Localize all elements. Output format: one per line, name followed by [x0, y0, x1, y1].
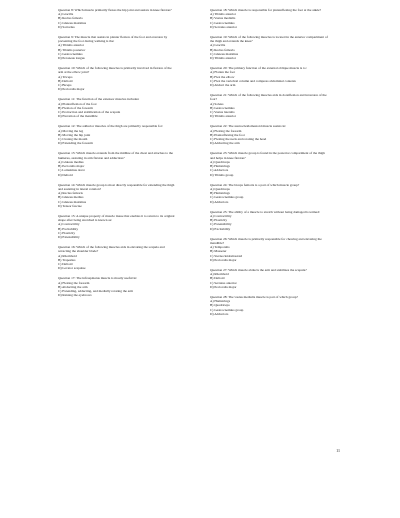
question-stem: Question 13: Which muscle extends from the midline of the chest and attaches to the humerus, assisting in arm flexion and adduction? — [58, 151, 173, 160]
right-column — [210, 8, 328, 322]
answer-option: B) Pectoralis major — [58, 164, 85, 169]
question-stem: Question 27: Which muscle abducts the arm and stabilizes the scapula? — [210, 267, 307, 272]
answer-option: B) Elasticity — [210, 218, 228, 223]
answer-option: C) Vastus lateralis — [210, 110, 235, 115]
answer-option: B) Gluteus medius — [58, 195, 84, 200]
answer-option: B) Excitability — [58, 226, 79, 231]
answer-option: A) Quadriceps — [210, 186, 230, 191]
answer-option: A) Rectus femoris — [58, 191, 83, 196]
answer-option: D) Deltoid — [58, 172, 73, 177]
question-stem: Question 12: The adductor muscles of the thigh are primarily responsible for: — [58, 124, 163, 129]
answer-option: A) Contractility — [210, 213, 232, 218]
answer-option: D) Extensibility — [58, 234, 80, 239]
answer-option: B) Gastrocnemius — [210, 105, 235, 110]
answer-option: A) Soleus — [210, 101, 224, 106]
answer-option: A) Hamstrings — [210, 299, 231, 304]
answer-option: C) Elasticity — [58, 230, 76, 235]
answer-option: A) Rhomboid — [210, 272, 229, 277]
answer-option: D) Adductors — [210, 311, 229, 316]
answer-option: B) Deltoid — [58, 78, 73, 83]
answer-option: C) Serratus anterior — [210, 280, 237, 285]
question-block — [58, 66, 176, 91]
question-block — [210, 8, 328, 29]
answer-option: C) Flex the vertebral column and compress abdominal contents — [210, 78, 296, 83]
answer-option: D) Pectoralis major — [58, 87, 85, 92]
answer-option: C) Gluteus maximus — [58, 20, 87, 25]
question-stem: Question 22: The sternocleidomastoid muscle assists in: — [210, 124, 287, 129]
question-stem: Question 10: Which of the following muscles is primarily involved in flexion of the arm at the elbow joint? — [58, 66, 172, 75]
answer-option: A) Tibialis anterior — [210, 12, 236, 17]
answer-option: B) Vastus medialis — [210, 16, 236, 21]
answer-option: D) Extending the forearm — [58, 141, 93, 146]
answer-option: A) Gracilis — [58, 12, 74, 17]
answer-option: B) Quadriceps — [210, 303, 230, 308]
question-stem: Question 26: Which muscle is primarily responsible for chewing and elevating the mandible? — [210, 236, 322, 245]
question-block — [58, 8, 176, 29]
question-block — [58, 97, 176, 118]
answer-option: D) Pectoralis major — [210, 257, 237, 262]
answer-option: C) Gluteus maximus — [58, 199, 87, 204]
answer-option: A) Moving the leg — [58, 128, 84, 133]
answer-option: A) Plantarflexion of the foot — [58, 101, 97, 106]
answer-option: D) Raising the eyebrows — [58, 293, 92, 298]
answer-option: B) Trapezius — [58, 257, 76, 262]
answer-option: D) Serratus anterior — [210, 24, 237, 29]
answer-option: B) Hamstrings — [210, 164, 230, 169]
answer-option: D) Abduct the arm — [210, 83, 236, 88]
answer-option: C) Gastrocnemius — [58, 51, 83, 56]
question-stem: Question 20: The primary function of the external oblique muscle is to: — [210, 66, 307, 71]
page-number: 11 — [336, 448, 340, 453]
answer-option: B) Plantarflexing the foot — [210, 132, 245, 137]
answer-option: C) Flexing the neck and rotating the head — [210, 137, 267, 142]
answer-option: C) Deltoid — [58, 261, 73, 266]
question-stem: Question 17: The infraspinatus muscle is mostly useful in: — [58, 276, 138, 281]
answer-option: D) Tibialis anterior — [210, 56, 236, 61]
answer-option: D) Excitability — [210, 226, 231, 231]
question-block — [210, 151, 328, 176]
question-stem: Question 21: Which of the following muscles aids in dorsiflexion and inversion of the foot? — [210, 93, 327, 102]
answer-option: A) Triceps — [58, 74, 73, 79]
answer-option: D) Pectoralis major — [210, 284, 237, 289]
answer-option: C) Extensibility — [210, 222, 232, 227]
question-block — [58, 124, 176, 145]
answer-option: B) Rectus femoris — [58, 16, 83, 21]
question-block — [58, 245, 176, 270]
question-stem: Question 25: The ability of a muscle to stretch without being damaged is termed: — [210, 209, 320, 214]
answer-option: D) Tibialis group — [210, 172, 234, 177]
question-block — [210, 295, 328, 316]
question-stem: Question 28: The vastus medialis muscle is part of which group? — [210, 294, 298, 299]
answer-option: C) Gastrocnemius group — [210, 195, 244, 200]
answer-option: C) Closing the mouth — [58, 137, 88, 142]
question-block — [210, 93, 328, 118]
answer-option: D) Tibialis anterior — [210, 114, 236, 119]
question-stem: Question 8: Which muscle primarily flexes the hip joint and assists in knee flexion? — [58, 8, 172, 12]
answer-option: C) Protraction and stabilization of the scapula — [58, 110, 121, 115]
question-stem: Question 23: Which muscle group is found in the posterior compartment of the thigh and helps in knee flexion? — [210, 151, 325, 160]
question-block — [210, 210, 328, 231]
question-block — [58, 276, 176, 297]
question-block — [210, 35, 328, 60]
answer-option: C) Gluteus maximus — [210, 51, 239, 56]
question-block — [210, 268, 328, 289]
answer-option: B) Masseter — [210, 249, 227, 254]
question-block — [58, 35, 176, 60]
answer-option: B) Flex the elbow — [210, 74, 235, 79]
answer-option: A) Flexing the forearm — [58, 280, 90, 285]
answer-option: A) Gracilis — [210, 43, 226, 48]
answer-option: D) Elevation of the mandible — [58, 114, 98, 119]
question-block — [58, 183, 176, 208]
answer-option: C) Gastrocnemius group — [210, 307, 244, 312]
question-block — [210, 183, 328, 204]
answer-option: B) Hamstrings — [210, 191, 230, 196]
answer-option: B) Tibialis posterior — [58, 47, 86, 52]
question-block — [58, 151, 176, 176]
answer-option: D) Adductors — [210, 199, 229, 204]
answer-option: D) Adducting the arm — [210, 141, 240, 146]
answer-option: D) Levator scapulae — [58, 266, 86, 271]
answer-option: C) Extending, adducting, and medially rotating the arm — [58, 288, 134, 293]
answer-option: C) Gastrocnemius — [210, 20, 235, 25]
answer-option: C) Adductors — [210, 168, 229, 173]
question-stem: Question 18: Which muscle is responsible for plantarflexing the foot at the ankle? — [210, 8, 322, 12]
question-stem: Question 16: Which of the following muscles aids in elevating the scapula and retracting the shoulder blade? — [58, 245, 165, 254]
answer-option: B) Deltoid — [210, 276, 225, 281]
answer-option: A) Flatten the foot — [210, 70, 236, 75]
question-block — [58, 214, 176, 239]
answer-option: B) Moving the hip joint — [58, 132, 91, 137]
question-stem: Question 9: The muscle that assists in plantar flexion of the foot and eversion by preventing the foot during walking is the: — [58, 35, 168, 44]
answer-option: C) Sternocleidomastoid — [210, 253, 243, 258]
answer-option: A) Quadriceps — [210, 159, 230, 164]
answer-option: A) Flexing the forearm — [210, 128, 242, 133]
question-block — [210, 237, 328, 262]
answer-option: A) Tibialis anterior — [58, 43, 84, 48]
answer-option: B) Abducting the arm — [58, 284, 88, 289]
answer-option: C) Latissimus dorsi — [58, 168, 85, 173]
answer-option: D) Sartorius — [58, 24, 75, 29]
question-block — [210, 124, 328, 145]
question-block — [210, 66, 328, 87]
answer-option: A) Temporalis — [210, 245, 230, 250]
answer-option: A) Gluteus medius — [58, 159, 84, 164]
question-stem: Question 24: The biceps femoris is a part of which muscle group? — [210, 182, 300, 187]
answer-option: D) Peroneus longus — [58, 56, 85, 61]
answer-option: A) Contractility — [58, 222, 80, 227]
left-column — [58, 8, 176, 303]
answer-option: B) Flexion of the forearm — [58, 105, 93, 110]
question-stem: Question 19: Which of the following muscles is located in the anterior compartment of the thigh and extends the knee? — [210, 35, 328, 44]
answer-option: C) Biceps — [58, 83, 72, 88]
answer-option: B) Rectus femoris — [210, 47, 235, 52]
answer-option: D) Tensor fasciae — [58, 203, 82, 208]
question-stem: Question 15: A unique property of muscle tissue that enables it to return to its original shape after being stretched is known as: — [58, 213, 175, 223]
question-stem: Question 11: The function of the extensor muscles includes: — [58, 97, 140, 102]
question-stem: Question 14: Which muscle group is most directly responsible for extending the thigh and assisting in lateral rotation? — [58, 182, 175, 191]
answer-option: A) Rhomboid — [58, 253, 77, 258]
